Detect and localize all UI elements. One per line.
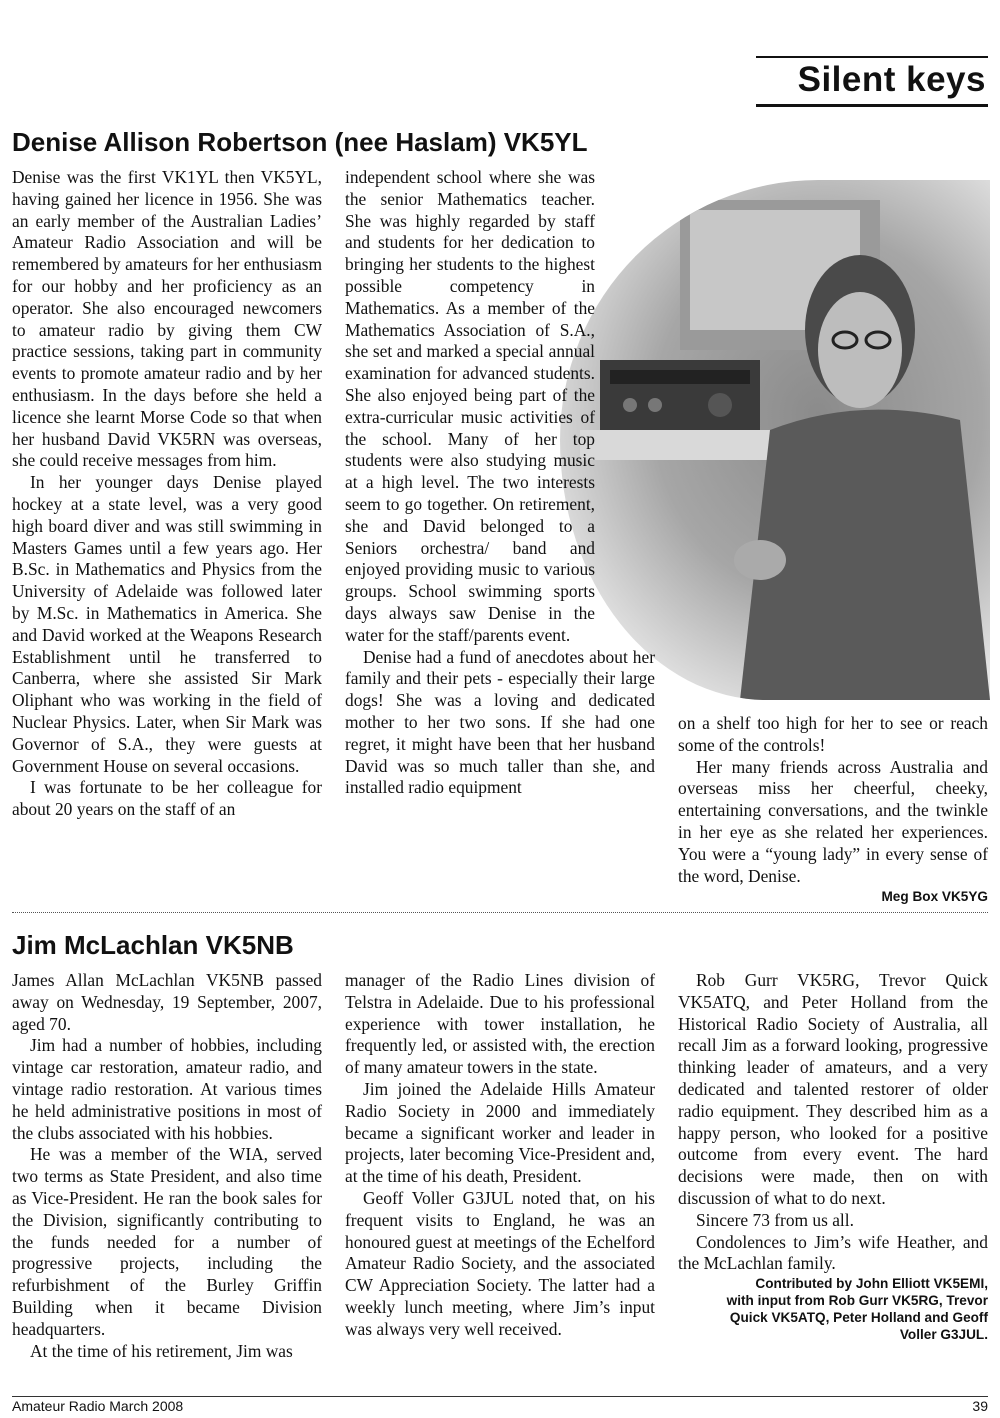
paragraph: He was a member of the WIA, served two terms as State President, and also time as Vice-President. He ran the book sales for the Division, significantly contributing to the funds needed for a number of progressive projects, including the refurbishment of the Burley Griffin Building when it became Division headquarters. — [12, 1144, 322, 1339]
publication-name: Amateur Radio March 2008 — [12, 1398, 184, 1414]
author-credit — [678, 1275, 988, 1343]
paragraph: In her younger days Denise played hockey at a state level, was a very good high board diver and was still swimming in Masters Games until a few years ago. Her B.Sc. in Mathematics and Physics from the University of Adelaide was followed later by M.Sc. in Mathematics in America. She and David worked at the Weapons Research Establishment until he transferred to Canberra, where she assisted Sir Mark Oliphant who was working in the field of Nuclear Physics. Later, when Sir Mark was Governor of S.A., they were guests at Government House on several occasions. — [12, 472, 322, 776]
article1-column-3 — [678, 713, 988, 907]
paragraph: I was fortunate to be her colleague for about 20 years on the staff of an — [12, 777, 322, 820]
paragraph: Jim had a number of hobbies, including vintage car restoration, amateur radio, and vintage radio restoration. At various times he held administrative positions in most of the clubs associated with his hobbies. — [12, 1035, 322, 1143]
page-footer — [12, 1396, 988, 1414]
credit-line: Quick VK5ATQ, Peter Holland and Geoff — [729, 1310, 988, 1326]
page-number: 39 — [972, 1398, 988, 1414]
article2-column-1 — [12, 970, 322, 1362]
article-title-mclachlan: Jim McLachlan VK5NB — [12, 930, 294, 960]
paragraph: Geoff Voller G3JUL noted that, on his frequent visits to England, he was an honoured guest at meetings of the Echelford Amateur Radio Society, and the associated CW Appreciation Society. The latter had a weekly lunch meeting, where Jim’s input was always very well received. — [345, 1187, 655, 1339]
paragraph: Jim joined the Adelaide Hills Amateur Radio Society in 2000 and immediately became a significant worker and leader in projects, later becoming Vice-President and, at the time of his death, President. — [345, 1078, 655, 1187]
article1-column-1 — [12, 167, 322, 821]
article2-column-3 — [678, 970, 988, 1343]
credit-line: Contributed by John Elliott VK5EMI, — [755, 1276, 988, 1292]
paragraph: independent school where she was the senior Mathematics teacher. She was highly regarded by staff and students for her dedication to bringing her students to the highest possible competency in Mathematics. As a member of the Mathematics Association of S.A., she set and marked a special annual examination for advanced students. She also enjoyed being part of the extra-curricular music activities of the school. Many of her top students were also studying music at a high level. The two interests seem to go together. On retirement, she and David belonged to a Seniors orchestra/ band and enjoyed providing music to various groups. School swimming sports days always saw Denise in the water for the staff/parents event. — [345, 167, 595, 645]
article-title-robertson: Denise Allison Robertson (nee Haslam) VK5YL — [12, 127, 588, 157]
paragraph: Condolences to Jim’s wife Heather, and the McLachlan family. — [678, 1231, 988, 1274]
paragraph: Her many friends across Australia and overseas miss her cheerful, cheeky, entertaining conversations, and the twinkle in her eye as she related her experiences. You were a “young lady” in every sense of the word, Denise. — [678, 756, 988, 886]
paragraph: Denise was the first VK1YL then VK5YL, having gained her licence in 1956. She was an early member of the Australian Ladies’ Amateur Radio Association and will be remembered by amateurs for her enthusiasm for our hobby and her proficiency as an operator. She also encouraged newcomers to amateur radio by giving them CW practice sessions, taking part in community events to promote amateur radio and by her enthusiasm. In the days before she held a licence she learnt Morse Code so that when her husband David VK5RN was overseas, she could receive messages from him. — [12, 167, 322, 471]
article1-column-2 — [345, 167, 655, 799]
paragraph: Denise had a fund of anecdotes about her family and their pets - especially their large dogs! She was a loving and dedicated mother to her two sons. If she had one regret, it might have been that her husband David was so much taller than she, and installed radio equipment — [345, 646, 655, 798]
section-divider — [12, 912, 988, 913]
article2-column-2 — [345, 970, 655, 1341]
paragraph: Sincere 73 from us all. — [696, 1209, 854, 1230]
author-credit: Meg Box VK5YG — [881, 889, 988, 905]
paragraph: Rob Gurr VK5RG, Trevor Quick VK5ATQ, and Peter Holland from the Historical Radio Society of Australia, all recall Jim as a forward looking, progressive thinking leader of amateurs, and a very dedicated and talented restorer of older radio equipment. They described him as a happy person, who looked for a positive outcome from every event. The hard decisions were made, then on with discussion of what to do next. — [678, 970, 988, 1208]
section-header — [756, 56, 988, 107]
paragraph: At the time of his retirement, Jim was — [30, 1340, 293, 1361]
paragraph: manager of the Radio Lines division of Telstra in Adelaide. Due to his professional experience with tower installation, he frequently led, or assisted with, the erection of many amateur towers in the state. — [345, 970, 655, 1078]
credit-line: Voller G3JUL. — [899, 1327, 988, 1343]
paragraph: on a shelf too high for her to see or reach some of the controls! — [678, 713, 988, 755]
paragraph: James Allan McLachlan VK5NB passed away on Wednesday, 19 September, 2007, aged 70. — [12, 970, 322, 1034]
section-title: Silent keys — [797, 60, 986, 99]
credit-line: with input from Rob Gurr VK5RG, Trevor — [726, 1293, 988, 1309]
